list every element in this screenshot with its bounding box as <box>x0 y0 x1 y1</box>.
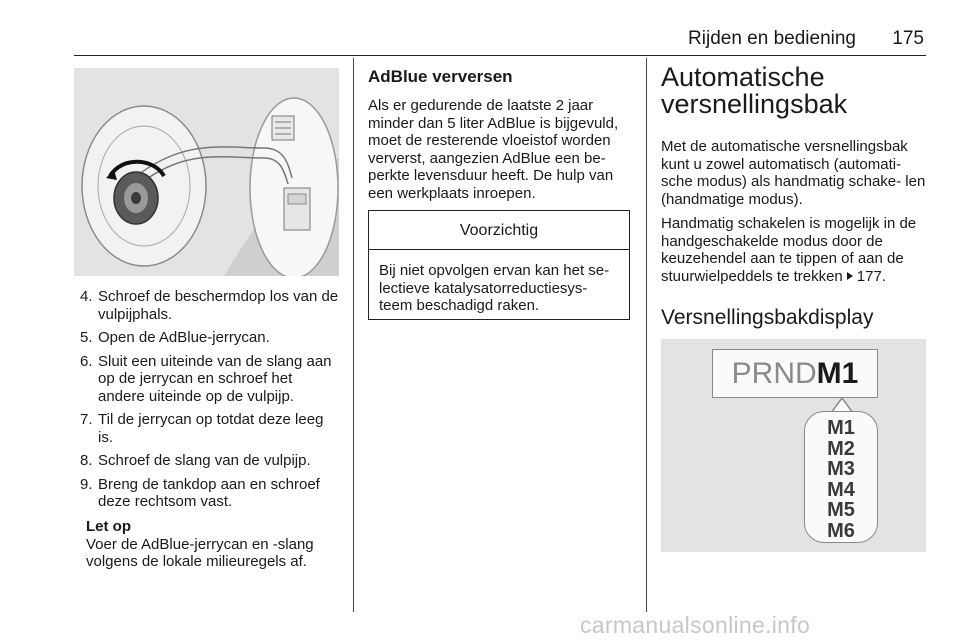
manual-gear-list <box>804 411 878 543</box>
gear-selector-letters: PRND <box>731 357 817 390</box>
gear-label: M4 <box>827 478 855 501</box>
list-item <box>74 411 342 446</box>
automatic-paragraph: Met de automatische versnellingsbak kunt u zowel automatisch (automati- sche modus) als handmatig schake- len (handmatige modus). <box>661 138 926 208</box>
filler-neck-drawing <box>74 68 339 276</box>
watermark: carmanualsonline.info <box>580 612 811 638</box>
step-text: Breng de tankdop aan en schroef deze rechtsom vast. <box>98 475 320 510</box>
refill-steps-list <box>74 288 342 517</box>
page-reference: 177. <box>856 267 886 285</box>
step-number: 7. <box>80 411 93 428</box>
step-number: 9. <box>80 475 93 493</box>
page-number: 175 <box>892 28 924 49</box>
gear-label: M3 <box>827 458 855 480</box>
environment-note <box>86 518 346 571</box>
page-header <box>600 24 926 54</box>
caution-text: Bij niet opvolgen ervan kan het se- lectieve katalysatorreductiesys- teem beschadigd raken. <box>379 262 610 314</box>
manual-shift-text: Handmatig schakelen is mogelijk in de handgeschakelde modus door de keuzehendel aan te tippen of aan de stuurwielpeddels te trekken <box>661 215 917 285</box>
list-item <box>74 353 342 406</box>
section-title: Rijden en bediening <box>688 28 856 49</box>
step-number: 8. <box>80 452 93 469</box>
caution-title: Voorzichtig <box>459 222 539 239</box>
step-number: 4. <box>80 288 93 305</box>
adblue-paragraph: Als er gedurende de laatste 2 jaar minder dan 5 liter AdBlue is bijgevuld, moet de resterende vloeistof worden ververst, aangezien AdBlue een be- perkte levensduur heeft. De hulp van een werkplaats inroepen. <box>368 97 619 202</box>
column-divider-1 <box>353 58 354 612</box>
list-item <box>74 288 342 323</box>
subheading-gear-display: Versnellingsbakdisplay <box>661 306 874 329</box>
step-number: 6. <box>80 352 93 370</box>
chapter-title: Automatische versnellingsbak <box>661 62 848 119</box>
page-reference-icon <box>847 272 853 280</box>
gear-label: M2 <box>827 437 855 460</box>
gear-label: M1 <box>827 417 855 439</box>
list-item <box>74 452 342 470</box>
gear-display-illustration <box>661 339 926 552</box>
step-text: Schroef de beschermdop los van de vulpijphals. <box>98 288 339 323</box>
step-text: Til de jerrycan op totdat deze leeg is. <box>98 411 324 446</box>
caution-box <box>368 210 630 320</box>
step-number: 5. <box>80 329 93 346</box>
list-item <box>74 329 342 347</box>
active-gear: M1 <box>816 357 859 390</box>
filler-neck-illustration <box>74 68 339 276</box>
gear-label: M6 <box>827 519 855 542</box>
column-divider-2 <box>646 58 647 612</box>
step-text: Schroef de slang van de vulpijp. <box>98 452 311 469</box>
note-title: Let op <box>86 518 131 535</box>
header-rule <box>74 55 926 56</box>
manual-shift-paragraph <box>661 215 931 285</box>
note-text: Voer de AdBlue-jerrycan en -slang volgens de lokale milieuregels af. <box>86 535 314 570</box>
gear-indicator-display <box>712 349 878 398</box>
step-text: Sluit een uiteinde van de slang aan op de jerrycan en schroef het andere uiteinde op de vulpijp. <box>98 352 332 405</box>
gear-label: M5 <box>827 499 855 521</box>
caution-divider <box>369 249 629 250</box>
section-heading-adblue: AdBlue verversen <box>368 67 513 86</box>
list-item <box>74 476 342 511</box>
step-text: Open de AdBlue-jerrycan. <box>98 329 270 346</box>
